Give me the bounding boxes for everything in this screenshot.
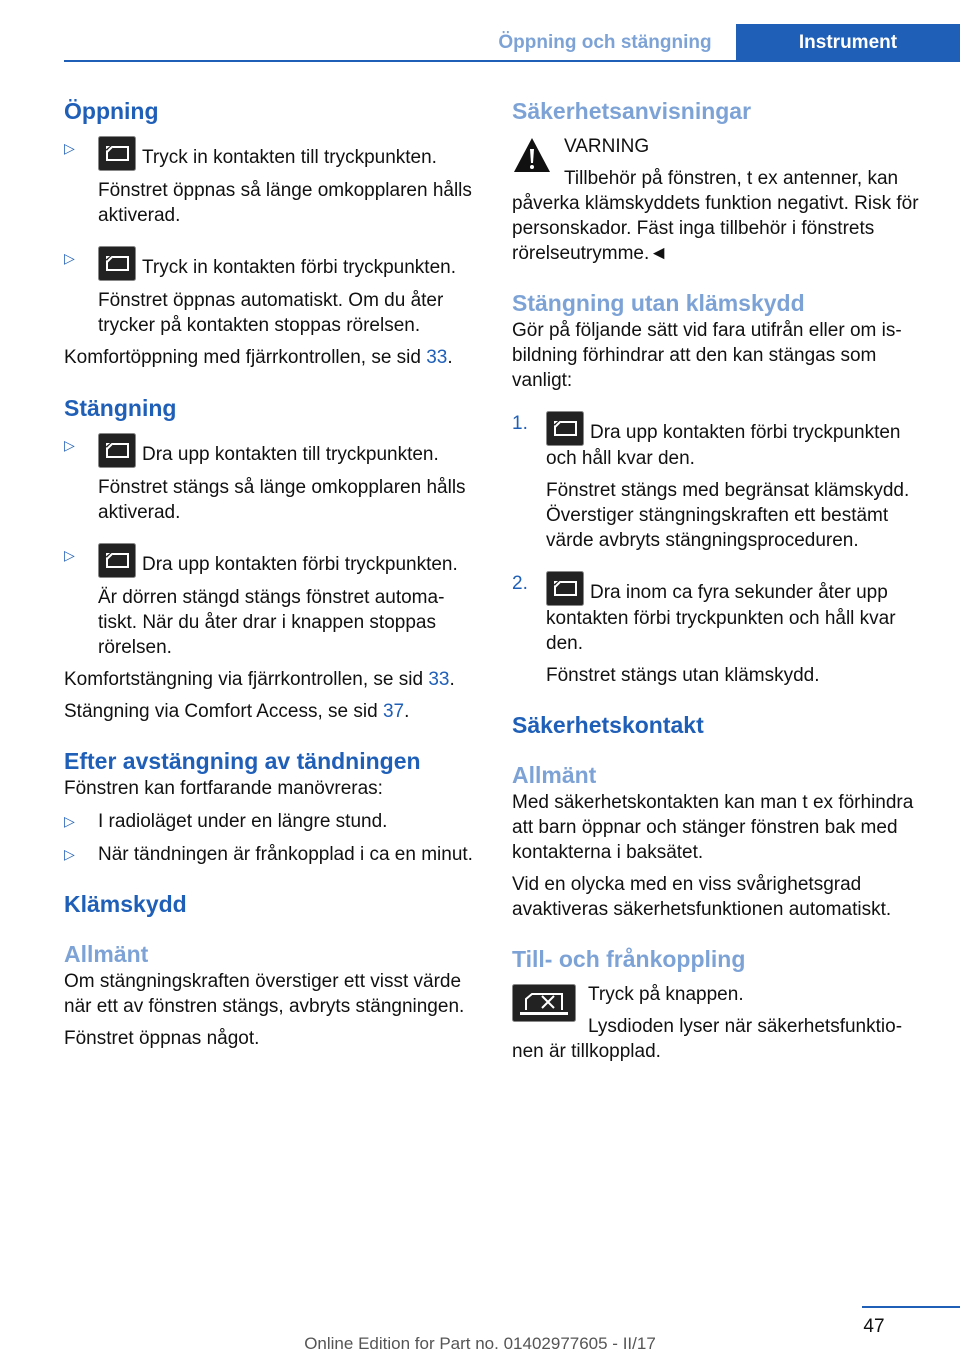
- right-column: [512, 96, 926, 1064]
- step-number: 1.: [512, 413, 528, 434]
- window-switch-icon: [98, 246, 136, 281]
- heading-safety-notes: Säkerhetsanvisningar: [512, 98, 752, 124]
- footer-rule: [862, 1306, 960, 1308]
- comfort-opening-text: Komfortöppning med fjärrkontrollen, se sid 33.: [64, 347, 453, 368]
- window-switch-icon: [98, 433, 136, 468]
- header-section-title: Öppning och stängning: [498, 32, 712, 53]
- list-item: ▷ Tryck in kontakten till tryckpunkten. Fönstret öppnas så länge omkopplaren hålls aktiverad.: [64, 136, 476, 228]
- window-switch-icon: [546, 571, 584, 606]
- header-rule: [64, 60, 960, 62]
- subheading-general: Allmänt: [64, 941, 149, 967]
- window-lock-button-icon: [512, 984, 576, 1022]
- comfort-closing-text: Komfortstängning via fjärrkontrollen, se sid 33.: [64, 669, 455, 690]
- after-intro: Fönstren kan fortfarande manövreras:: [64, 778, 383, 799]
- heading-on-off: Till- och frånkoppling: [512, 946, 746, 972]
- step-item: 1. Dra upp kontakten förbi tryckpunkten och håll kvar den. Fönstret stängs med begränsat klämskydd. Överstiger stängningskraften ett bestämt värde avbryts stängningsproceduren.: [512, 413, 910, 551]
- without-intro: Gör på följande sätt vid fara utifrån eller om isbildning förhindrar att den kan stängas som vanligt:: [512, 320, 902, 391]
- bullet-icon: ▷: [64, 250, 75, 266]
- heading-after-ignition: Efter avstängning av tändningen: [64, 748, 421, 774]
- pinch-text-2: Fönstret öppnas något.: [64, 1028, 260, 1049]
- bullet-icon: ▷: [64, 140, 75, 156]
- bullet-icon: ▷: [64, 547, 75, 563]
- window-switch-icon: [98, 136, 136, 171]
- step-number: 2.: [512, 573, 528, 594]
- comfort-access-text: Stängning via Comfort Access, se sid 37.: [64, 701, 410, 722]
- warning-label: VARNING: [564, 136, 650, 157]
- heading-safety-switch: Säkerhetskontakt: [512, 712, 704, 738]
- step-item: 2. Dra inom ca fyra sekunder åter upp kontakten förbi tryckpunkten och håll kvar den. Fönstret stängs utan klämskydd.: [512, 573, 896, 686]
- warning-text: Tillbehör på fönstren, t ex antenner, kan påverka klämskyddets funktion negativt. Risk för personskador. Fäst inga tillbehör i fönstrets rörelseutrymme.◄: [512, 168, 919, 264]
- heading-pinch-protection: Klämskydd: [64, 891, 187, 917]
- list-item: ▷ Tryck in kontakten förbi tryckpunkten. Fönstret öppnas automatiskt. Om du åter trycker på kontakten stoppas rörelsen.: [64, 246, 476, 338]
- window-switch-icon: [546, 411, 584, 446]
- warning-triangle-icon: [512, 136, 552, 174]
- window-switch-icon: [98, 543, 136, 578]
- heading-opening: Öppning: [64, 98, 159, 124]
- lock-text: Med säkerhetskontakten kan man t ex förhindra att barn öppnar och stänger fönstren bak med kontakterna i baksätet.: [512, 792, 914, 863]
- warning-block: [512, 134, 926, 266]
- header-chapter-tab[interactable]: Instrument: [736, 24, 960, 60]
- page-link[interactable]: 33: [426, 347, 448, 368]
- bullet-icon: ▷: [64, 846, 75, 862]
- page-number: 47: [863, 1316, 885, 1337]
- page-link[interactable]: 37: [382, 701, 405, 722]
- list-item: ▷ När tändningen är frånkopplad i ca en minut.: [64, 844, 473, 865]
- heading-closing-without-pinch: Stängning utan klämskydd: [512, 290, 805, 316]
- list-item: ▷ I radioläget under en längre stund.: [64, 811, 388, 832]
- pinch-text: Om stängningskraften överstiger ett visst värde när ett av fönstren stängs, avbryts stängningen.: [64, 971, 465, 1017]
- list-item: ▷ Dra upp kontakten till tryckpunkten. Fönstret stängs så länge omkopplaren hålls aktiverad.: [64, 433, 476, 525]
- heading-closing: Stängning: [64, 395, 177, 421]
- edition-footer: Online Edition for Part no. 01402977605 - II/17: [304, 1334, 656, 1353]
- bullet-icon: ▷: [64, 813, 75, 829]
- list-item: ▷ Dra upp kontakten förbi tryckpunkten. Är dörren stängd stängs fönstret automatiskt. När du åter drar i knappen stoppas rörelsen.: [64, 543, 476, 660]
- page-link[interactable]: 33: [428, 669, 450, 690]
- lock-text-2: Vid en olycka med en viss svårighetsgrad avaktiveras säkerhetsfunktionen automatiskt.: [512, 874, 892, 920]
- on-off-instruction: Tryck på knappen.: [588, 984, 744, 1005]
- lock-button-block: [512, 982, 926, 1064]
- on-off-led-text: Lysdioden lyser när säkerhetsfunktionen är tillkopplad.: [512, 1016, 903, 1062]
- bullet-icon: ▷: [64, 437, 75, 453]
- subheading-general: Allmänt: [512, 762, 597, 788]
- left-column: [64, 96, 476, 1051]
